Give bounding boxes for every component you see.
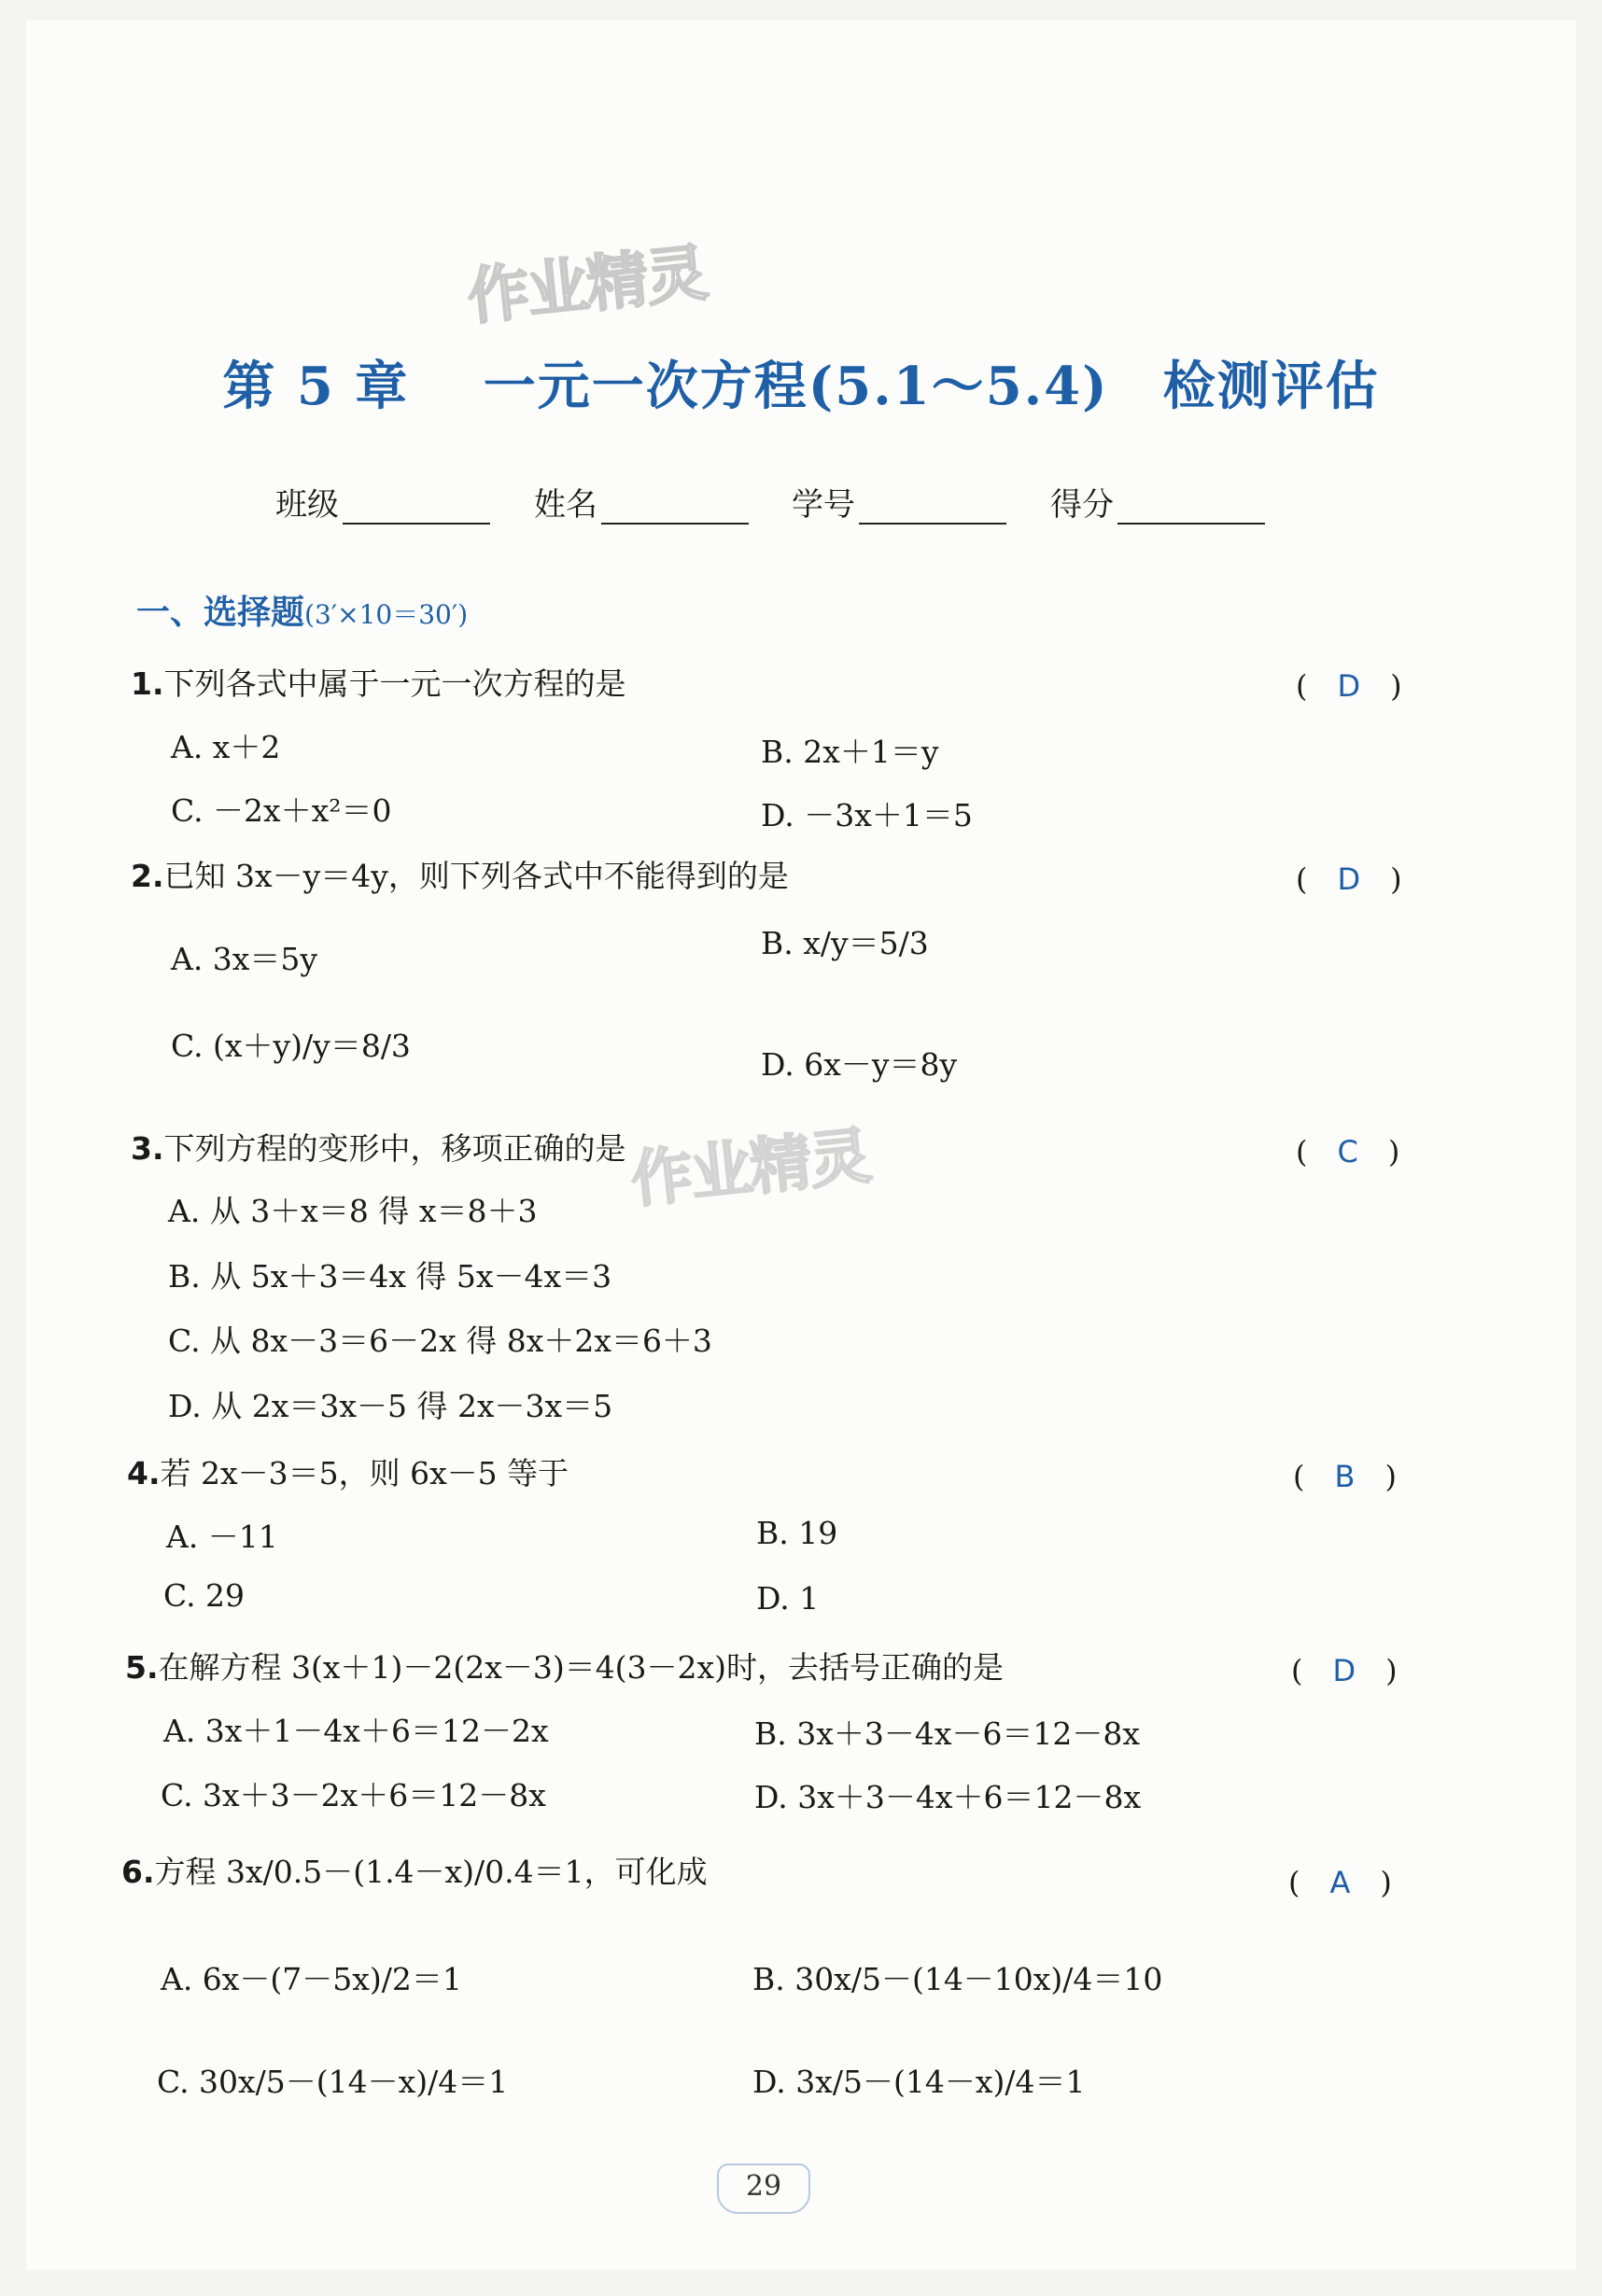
question-4: 4.若 2x－3＝5，则 6x－5 等于 xyxy=(127,1455,569,1491)
option-b: B. 2x＋1＝y xyxy=(761,734,939,770)
option-c: C. 30x/5－(14－x)/4＝1 xyxy=(157,2064,509,2100)
option-b: B. x/y＝5/3 xyxy=(761,925,929,961)
page-title: 第 5 章 一元一次方程(5.1～5.4) 检测评估 xyxy=(222,356,1380,417)
option-a: A. x＋2 xyxy=(171,729,281,765)
option-d: D. 3x/5－(14－x)/4＝1 xyxy=(752,2064,1086,2100)
question-5: 5.在解方程 3(x＋1)－2(2x－3)＝4(3－2x)时，去括号正确的是 xyxy=(125,1649,1005,1686)
option-d: D. 6x－y＝8y xyxy=(761,1046,958,1083)
watermark: 作业精灵 xyxy=(627,1119,873,1217)
option-b: B. 30x/5－(14－10x)/4＝10 xyxy=(752,1961,1163,1997)
option-a: A. 6x－(7－5x)/2＝1 xyxy=(161,1961,462,1997)
option-b: B. 19 xyxy=(756,1515,838,1551)
option-b: B. 从 5x＋3＝4x 得 5x－4x＝3 xyxy=(168,1258,612,1295)
question-1: 1.下列各式中属于一元一次方程的是 xyxy=(131,665,626,702)
option-d: D. －3x＋1＝5 xyxy=(761,797,973,833)
option-c: C. 从 8x－3＝6－2x 得 8x＋2x＝6＋3 xyxy=(168,1323,712,1359)
answer-bracket: ( D ) xyxy=(1296,861,1402,897)
question-3: 3.下列方程的变形中，移项正确的是 xyxy=(131,1130,626,1167)
option-b: B. 3x＋3－4x－6＝12－8x xyxy=(754,1715,1141,1752)
watermark: 作业精灵 xyxy=(464,236,710,334)
option-a: A. －11 xyxy=(166,1519,278,1555)
option-d: D. 3x＋3－4x＋6＝12－8x xyxy=(754,1779,1142,1815)
class-field: 班级 xyxy=(275,479,490,525)
question-6: 6.方程 3x/0.5－(1.4－x)/0.4＝1，可化成 xyxy=(121,1854,708,1890)
answer-bracket: ( A ) xyxy=(1288,1865,1392,1900)
option-c: C. 3x＋3－2x＋6＝12－8x xyxy=(161,1777,546,1813)
option-a: A. 3x＝5y xyxy=(171,941,318,977)
option-a: A. 从 3＋x＝8 得 x＝8＋3 xyxy=(168,1193,538,1229)
section-heading: 一、选择题(3′×10＝30′) xyxy=(136,594,469,632)
page-number: 29 xyxy=(717,2163,810,2214)
answer-bracket: ( D ) xyxy=(1296,668,1402,704)
option-d: D. 1 xyxy=(756,1580,820,1617)
answer-bracket: ( C ) xyxy=(1296,1134,1400,1169)
answer-bracket: ( B ) xyxy=(1293,1459,1397,1494)
option-c: C. －2x＋x²＝0 xyxy=(171,792,392,829)
option-c: C. (x＋y)/y＝8/3 xyxy=(171,1028,411,1064)
option-c: C. 29 xyxy=(163,1577,246,1614)
name-field: 姓名 xyxy=(534,479,749,525)
option-d: D. 从 2x＝3x－5 得 2x－3x＝5 xyxy=(168,1388,613,1424)
score-field: 得分 xyxy=(1050,479,1265,525)
answer-bracket: ( D ) xyxy=(1291,1653,1398,1688)
student-id-field: 学号 xyxy=(792,479,1006,525)
option-a: A. 3x＋1－4x＋6＝12－2x xyxy=(163,1713,549,1749)
question-2: 2.已知 3x－y＝4y，则下列各式中不能得到的是 xyxy=(131,858,789,894)
